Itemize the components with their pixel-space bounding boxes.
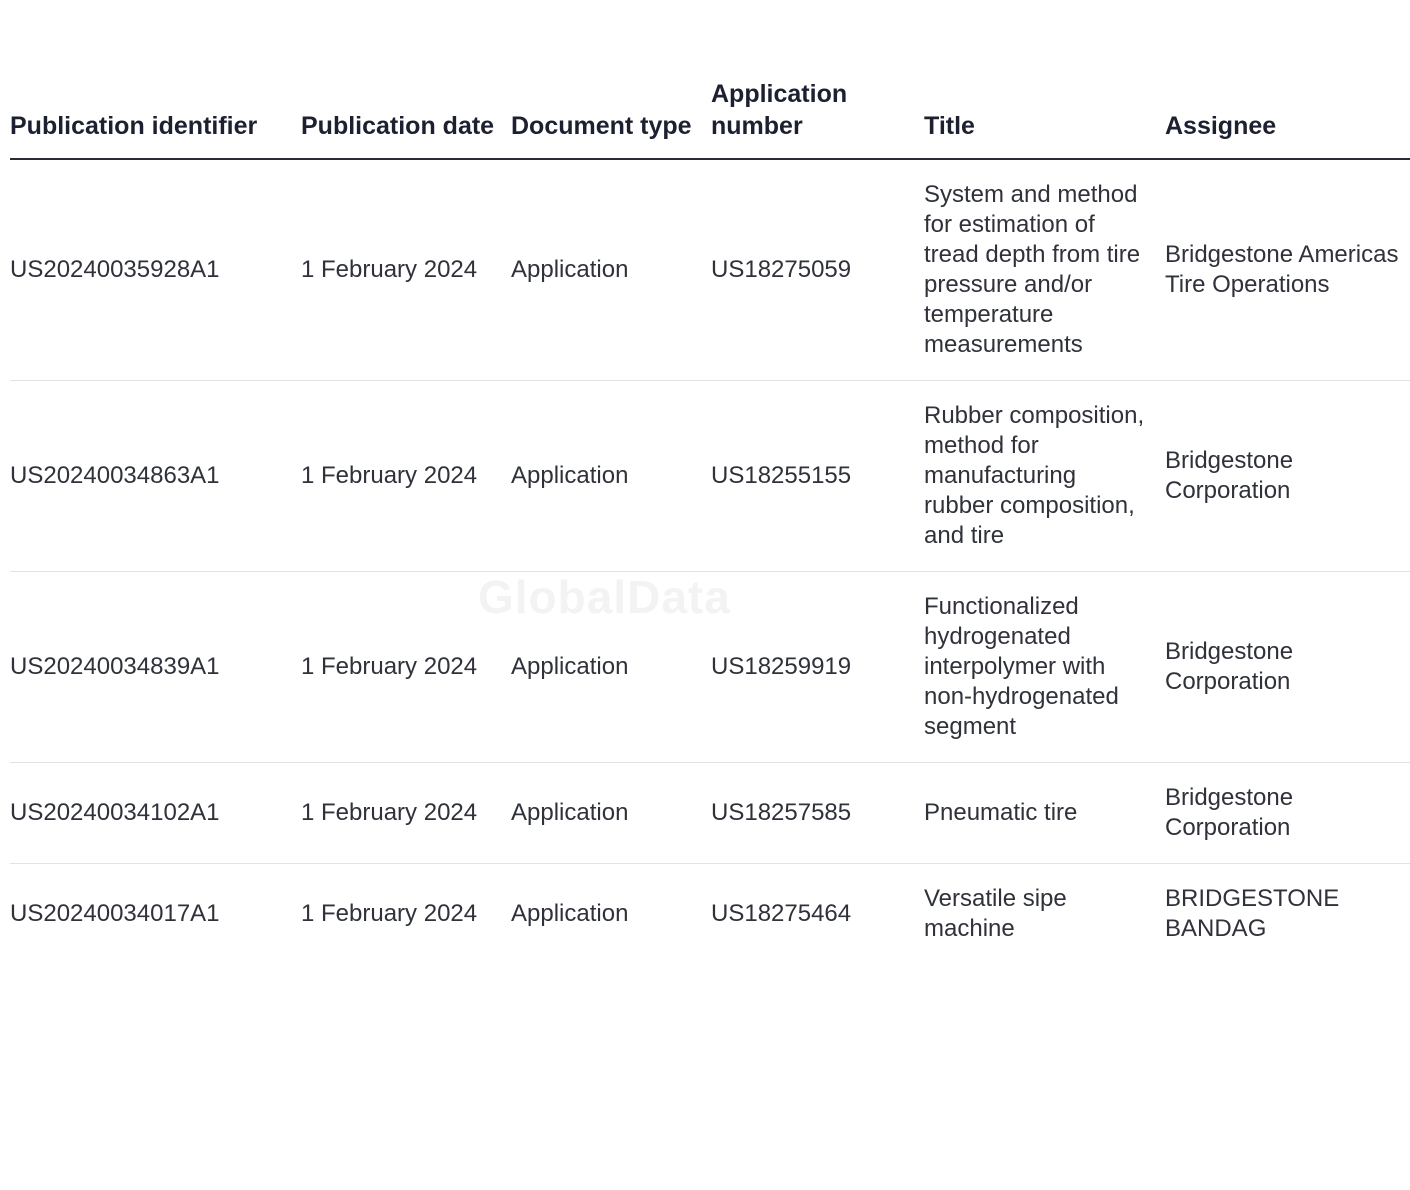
cell-document-type: Application	[511, 381, 711, 572]
cell-publication-date: 1 February 2024	[301, 159, 511, 381]
cell-application-number: US18259919	[711, 572, 924, 763]
cell-assignee: Bridgestone Corporation	[1165, 763, 1410, 864]
cell-publication-date: 1 February 2024	[301, 763, 511, 864]
cell-application-number: US18257585	[711, 763, 924, 864]
cell-publication-date: 1 February 2024	[301, 572, 511, 763]
patents-table	[10, 78, 1410, 964]
column-header-title: Title	[924, 78, 1165, 159]
cell-title: Versatile sipe machine	[924, 885, 1067, 942]
cell-publication-identifier: US20240034839A1	[10, 572, 301, 763]
cell-publication-identifier: US20240034017A1	[10, 900, 220, 927]
patents-table-viewport[interactable]	[10, 0, 1399, 1190]
cell-assignee: Bridgestone Americas Tire Operations	[1165, 159, 1410, 381]
cell-assignee: Bridgestone Corporation	[1165, 381, 1410, 572]
table-row	[10, 381, 1410, 572]
table-header	[10, 78, 1410, 159]
cell-application-number: US18275464	[711, 900, 852, 927]
cell-publication-identifier: US20240034863A1	[10, 381, 301, 572]
cell-document-type: Application	[511, 572, 711, 763]
table-body	[10, 159, 1410, 964]
column-header-application-number: Application number	[711, 78, 924, 159]
cell-application-number: US18255155	[711, 381, 924, 572]
cell-document-type: Application	[511, 900, 629, 927]
table-row	[10, 864, 1410, 965]
cell-publication-identifier: US20240034102A1	[10, 763, 301, 864]
cell-assignee: Bridgestone Corporation	[1165, 572, 1410, 763]
table-row	[10, 159, 1410, 381]
cell-title: System and method for estimation of tread depth from tire pressure and/or temperature measurements	[924, 159, 1165, 381]
cell-title: Functionalized hydrogenated interpolymer with non-hydrogenated segment	[924, 572, 1165, 763]
column-header-publication-identifier: Publication identifier	[10, 78, 301, 159]
table-row	[10, 572, 1410, 763]
column-header-assignee: Assignee	[1165, 78, 1410, 159]
cell-assignee: BRIDGESTONE BANDAG	[1165, 885, 1340, 942]
cell-publication-date: 1 February 2024	[301, 900, 478, 927]
cell-publication-date: 1 February 2024	[301, 381, 511, 572]
header-row	[10, 78, 1410, 159]
cell-title: Pneumatic tire	[924, 763, 1165, 864]
column-header-document-type: Document type	[511, 78, 711, 159]
table-row	[10, 763, 1410, 864]
cell-document-type: Application	[511, 763, 711, 864]
cell-application-number: US18275059	[711, 159, 924, 381]
watermark: GlobalData	[478, 571, 731, 623]
cell-document-type: Application	[511, 159, 711, 381]
column-header-publication-date: Publication date	[301, 78, 511, 159]
cell-publication-identifier: US20240035928A1	[10, 159, 301, 381]
cell-title: Rubber composition, method for manufacturing rubber composition, and tire	[924, 381, 1165, 572]
